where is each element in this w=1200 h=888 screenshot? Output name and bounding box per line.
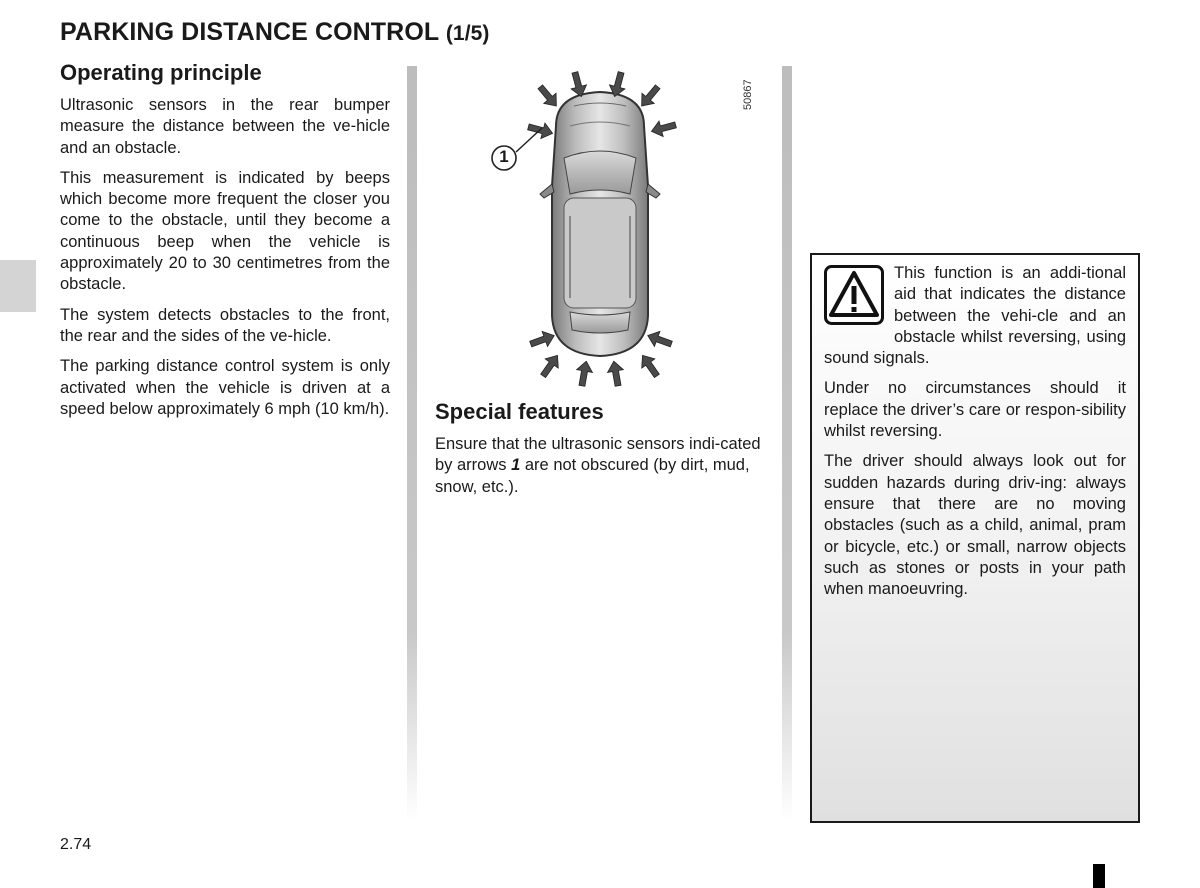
special-features-text-end: are not obscured (by dirt, mud, snow, etc.). (435, 456, 750, 496)
figure-callout-number: 1 (499, 147, 509, 166)
page-title (60, 18, 490, 47)
column-divider-left (407, 66, 417, 821)
warning-paragraph: This function is an addi-tional aid that indicates the distance between the vehi-cle and an obstacle whilst reversing, using sound signals. (824, 264, 1126, 368)
warning-paragraph: The driver should always look out for sudden hazards during driv-ing: always ensure that there are no moving obstacles (such as a child, animal, pram or bicycle, etc.) or small, narrow objects such as stones or posts in your path when manoeuvring. (824, 452, 1126, 599)
figure-code: 50867 (742, 79, 754, 110)
car-sensor-illustration (478, 66, 778, 396)
operating-principle-paragraph: The system detects obstacles to the front, the rear and the sides of the ve-hicle. (60, 305, 390, 345)
page-corner-mark (1093, 864, 1105, 888)
special-features-heading: Special features (435, 399, 604, 424)
operating-principle-paragraph: The parking distance control system is only activated when the vehicle is driven at a speed below approximately 6 mph (10 km/h). (60, 357, 390, 418)
page-title-text: PARKING DISTANCE CONTROL (60, 18, 439, 46)
operating-principle-section (60, 60, 390, 429)
warning-triangle-icon (824, 265, 884, 325)
special-features-paragraph (435, 434, 766, 498)
car-top-view-icon (478, 66, 778, 396)
chapter-tab (0, 260, 36, 312)
column-divider-right (782, 66, 792, 821)
special-features-text: Ensure that the ultrasonic sensors indi-cated by arrows (435, 435, 761, 475)
arrow-reference: 1 (511, 456, 521, 475)
special-features-section (435, 399, 766, 507)
warning-box (810, 253, 1140, 823)
page-number: 2.74 (60, 836, 92, 853)
operating-principle-heading: Operating principle (60, 60, 262, 85)
page-title-part: (1/5) (445, 22, 490, 45)
operating-principle-paragraph: Ultrasonic sensors in the rear bumper measure the distance between the ve-hicle and an obstacle. (60, 96, 390, 157)
warning-paragraph: Under no circumstances should it replace the driver’s care or respon-sibility whilst reversing. (824, 379, 1126, 441)
operating-principle-paragraph: This measurement is indicated by beeps which become more frequent the closer you come to the obstacle, until they become a continuous beep when the vehicle is approximately 20 to 30 centimetres from the obstacle. (60, 168, 390, 294)
